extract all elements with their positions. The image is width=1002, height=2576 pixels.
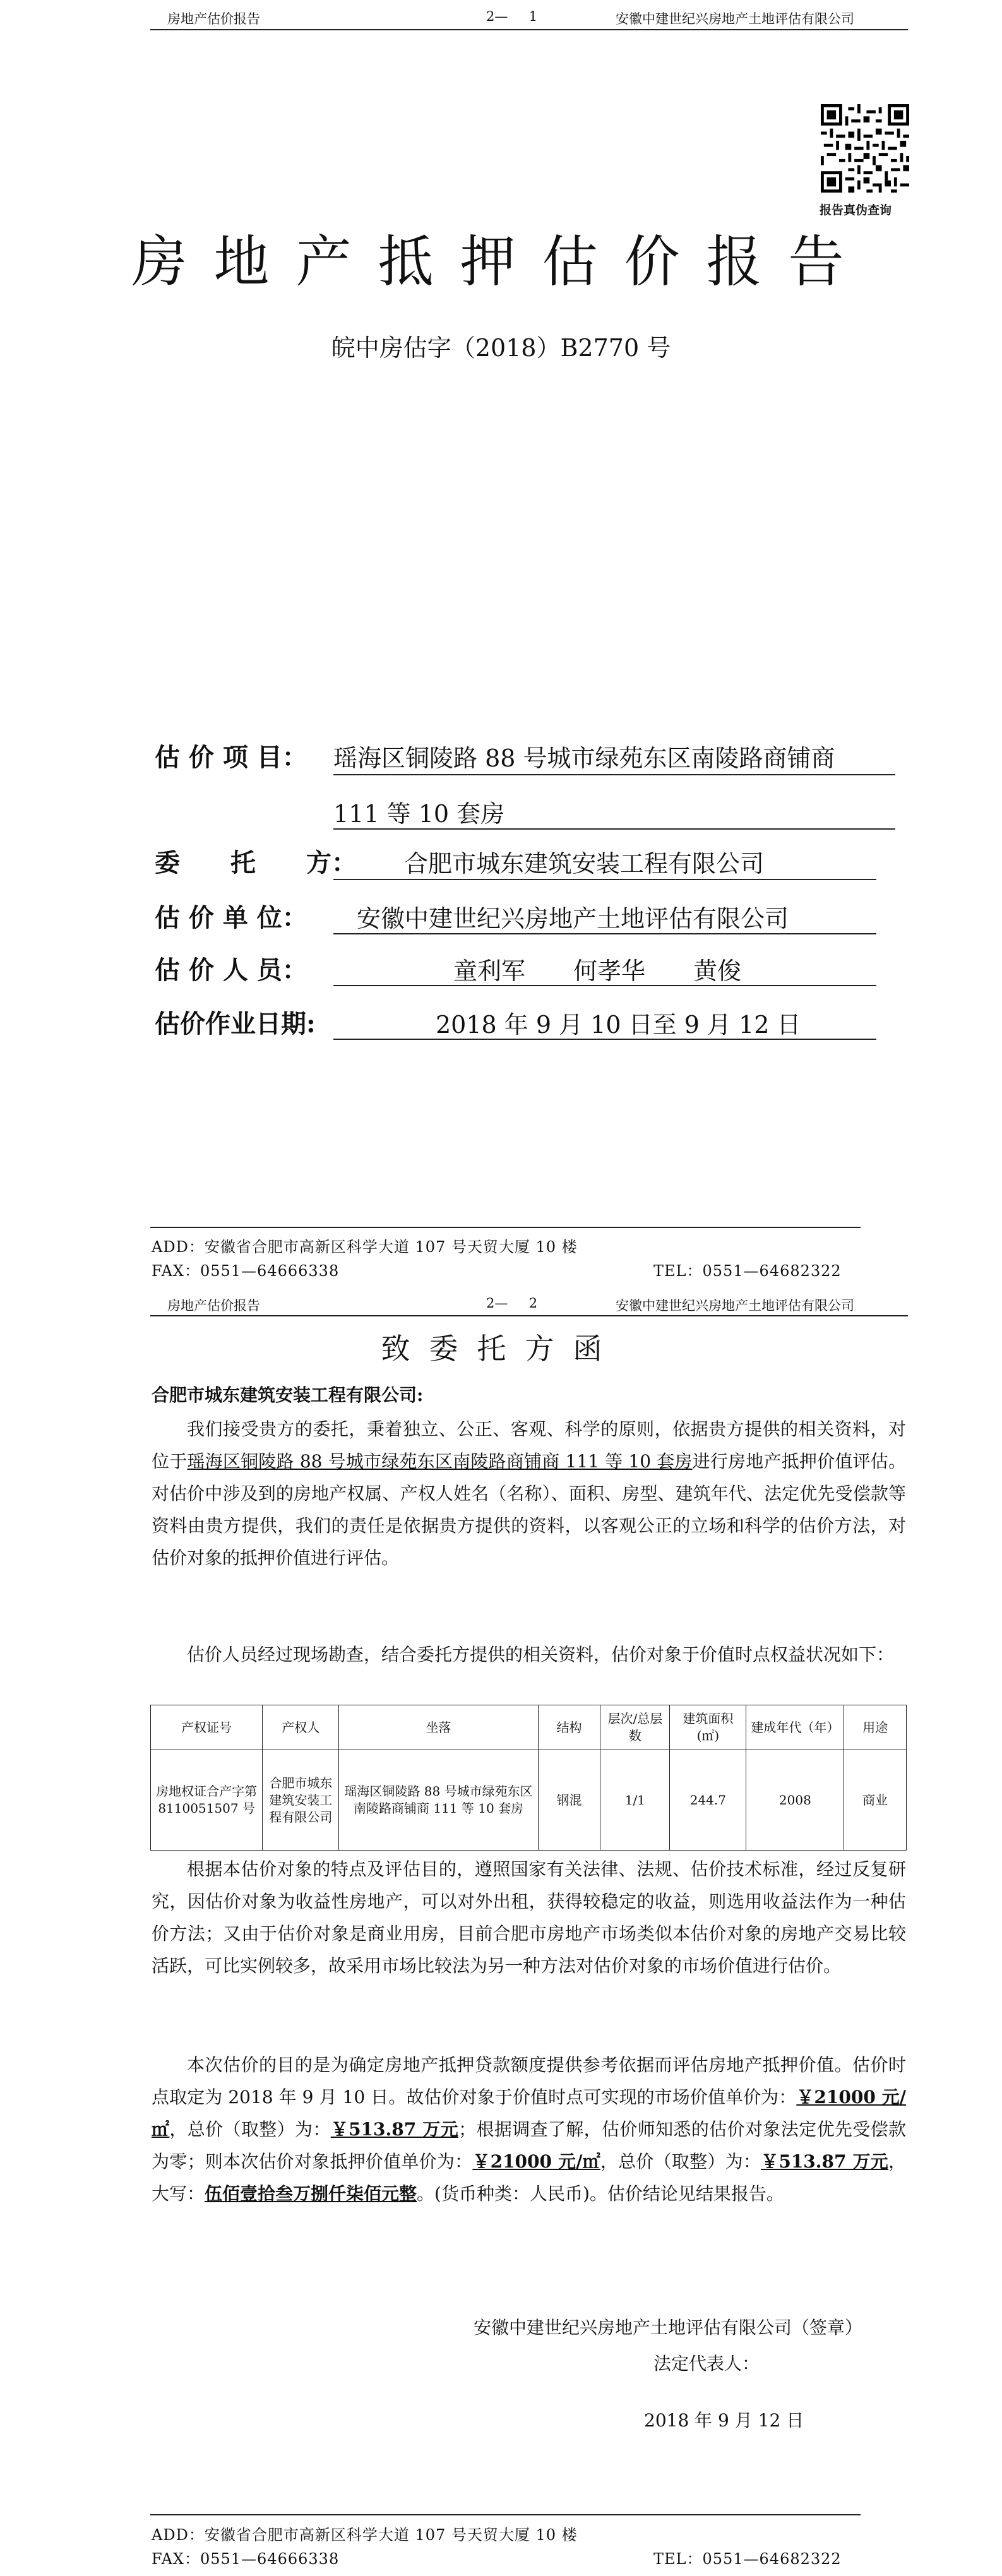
unit-value: 安徽中建世纪兴房地产土地评估有限公司 bbox=[357, 905, 789, 933]
letter-addressee: 合肥市城东建筑安装工程有限公司: bbox=[152, 1385, 424, 1405]
page2-footer-fax: FAX：0551—64666338 bbox=[152, 2550, 340, 2568]
para2-text: 估价人员经过现场勘查，结合委托方提供的相关资料，估价对象于价值时点权益状况如下： bbox=[187, 1644, 895, 1665]
para1-intro: 我们接受贵方的委托，秉着独立、公正、客观、科学的原则，依据贵方提供的相关资料，对位于 bbox=[152, 1419, 906, 1472]
unit-label: 估 价 单 位： bbox=[155, 903, 307, 933]
report-title: 房地产抵押估价报告 bbox=[131, 229, 871, 294]
letter-para-2 bbox=[152, 1638, 906, 1671]
persons-label: 估 价 人 员： bbox=[155, 955, 307, 985]
persons-underline bbox=[333, 985, 876, 986]
page2-footer-address: ADD：安徽省合肥市高新区科学大道 107 号天贸大厦 10 楼 bbox=[152, 2526, 578, 2544]
table-header-row bbox=[151, 1705, 907, 1750]
letter-para-3 bbox=[152, 1853, 906, 1982]
page2-footer-tel: TEL：0551—64682322 bbox=[653, 2550, 842, 2568]
page1-header-rule bbox=[150, 29, 908, 30]
para4-text-2: ，总价（取整）为： bbox=[169, 2119, 331, 2140]
table-header: 结构 bbox=[538, 1705, 600, 1750]
table-cell: 商业 bbox=[844, 1750, 907, 1851]
para4-text-3: ；根据调查了解，估价师知悉的估价对象法定优先受偿款为零；则本次估价对象抵押价值单价为： bbox=[152, 2119, 906, 2172]
table-cell: 2008 bbox=[746, 1750, 844, 1851]
page1-footer-fax: FAX：0551—64666338 bbox=[152, 1262, 340, 1280]
table-header: 坐落 bbox=[339, 1705, 538, 1750]
page2-header-rule bbox=[150, 1315, 908, 1316]
table-header: 层次/总层数 bbox=[600, 1705, 670, 1750]
letter-para-4 bbox=[152, 2049, 906, 2210]
persons-row bbox=[155, 950, 307, 986]
table-header: 用途 bbox=[844, 1705, 907, 1750]
page1-header-left: 房地产估价报告 bbox=[167, 11, 260, 27]
signature-representative: 法定代表人： bbox=[653, 2353, 760, 2374]
client-underline bbox=[333, 879, 876, 880]
para4-text-1: 本次估价的目的是为确定房地产抵押贷款额度提供参考依据而评估房地产抵押价值。估价时点取定为 2018 年 9 月 10 日。故估价对象于价值时点可实现的市场价值单价为： bbox=[152, 2054, 906, 2108]
table-header: 产权人 bbox=[263, 1705, 339, 1750]
market-unit-price: ￥21000 元/㎡ bbox=[152, 2087, 907, 2140]
page2-header-page: 2— 2 bbox=[486, 1296, 538, 1311]
table-cell: 瑶海区铜陵路 88 号城市绿苑东区南陵路商铺商 111 等 10 套房 bbox=[339, 1750, 538, 1851]
property-info-table bbox=[150, 1705, 907, 1851]
client-row bbox=[155, 843, 357, 879]
unit-row bbox=[155, 898, 307, 934]
table-header: 建成年代（年） bbox=[746, 1705, 844, 1750]
signature-date: 2018 年 9 月 12 日 bbox=[644, 2410, 804, 2431]
para3-text: 根据本估价对象的特点及评估目的，遵照国家有关法律、法规、估价技术标准，经过反复研究，因估价对象为收益性房地产，可以对外出租，获得较稳定的收益，则选用收益法作为一种估价方法；又由于估价对象是商业用房，目前合肥市房地产市场类似本估价对象的房地产交易比较活跃，可比实例较多，故采用市场比较法为另一种方法对估价对象的市场价值进行估价。 bbox=[152, 1859, 906, 1976]
unit-underline bbox=[333, 933, 876, 934]
date-row bbox=[155, 1004, 316, 1040]
table-header: 建筑面积(㎡) bbox=[670, 1705, 746, 1750]
page2-header-left: 房地产估价报告 bbox=[167, 1298, 260, 1313]
date-value: 2018 年 9 月 10 日至 9 月 12 日 bbox=[436, 1011, 801, 1039]
table-row bbox=[151, 1750, 907, 1851]
table-header: 产权证号 bbox=[151, 1705, 263, 1750]
mortgage-unit-price: ￥21000 元/㎡ bbox=[472, 2151, 600, 2172]
page1-footer-tel: TEL：0551—64682322 bbox=[653, 1262, 842, 1280]
project-label: 估 价 项 目： bbox=[155, 742, 307, 772]
letter-title: 致委托方函 bbox=[381, 1332, 621, 1366]
qr-code-icon[interactable] bbox=[821, 104, 909, 193]
para4-text-4: ，总价（取整）为： bbox=[600, 2151, 761, 2172]
para1-rest: 进行房地产抵押价值评估。对估价中涉及到的房地产权属、产权人姓名（名称）、面积、房型、建筑年代、法定优先受偿款等资料由贵方提供，我们的责任是依据贵方提供的资料，以客观公正的立场和科学的估价方法，对估价对象的抵押价值进行评估。 bbox=[152, 1451, 906, 1568]
page1-header-right: 安徽中建世纪兴房地产土地评估有限公司 bbox=[616, 11, 854, 27]
para4-text-6: 。(货币种类：人民币)。估价结论见结果报告。 bbox=[417, 2183, 784, 2204]
letter-para-1 bbox=[152, 1413, 906, 1574]
table-cell: 244.7 bbox=[670, 1750, 746, 1851]
page1-footer-address: ADD：安徽省合肥市高新区科学大道 107 号天贸大厦 10 楼 bbox=[152, 1238, 578, 1256]
project-underline-1 bbox=[333, 774, 895, 775]
page1-footer-rule bbox=[150, 1227, 861, 1228]
document-number: 皖中房估字（2018）B2770 号 bbox=[331, 334, 671, 362]
client-value: 合肥市城东建筑安装工程有限公司 bbox=[404, 850, 765, 878]
project-value-line1: 瑶海区铜陵路 88 号城市绿苑东区南陵路商铺商 bbox=[333, 744, 835, 772]
project-value-line2: 111 等 10 套房 bbox=[333, 800, 505, 828]
mortgage-total-price: ￥513.87 万元 bbox=[761, 2151, 888, 2172]
table-cell: 房地权证合产字第 8110051507 号 bbox=[151, 1750, 263, 1851]
date-underline bbox=[333, 1039, 876, 1040]
page2-footer-rule bbox=[150, 2514, 861, 2515]
table-cell: 1/1 bbox=[600, 1750, 670, 1851]
date-label: 估价作业日期: bbox=[155, 1009, 316, 1039]
page1-header-page: 2— 1 bbox=[486, 9, 538, 24]
project-row bbox=[155, 737, 307, 773]
persons-value: 童利军 何孝华 黄俊 bbox=[453, 957, 742, 985]
client-label: 委 托 方： bbox=[155, 848, 357, 878]
total-price-in-words: 伍佰壹拾叁万捌仟柒佰元整 bbox=[205, 2183, 417, 2204]
table-cell: 钢混 bbox=[538, 1750, 600, 1851]
table-cell: 合肥市城东建筑安装工程有限公司 bbox=[263, 1750, 339, 1851]
para1-property-address: 瑶海区铜陵路 88 号城市绿苑东区南陵路商铺商 111 等 10 套房 bbox=[187, 1451, 693, 1472]
signature-company: 安徽中建世纪兴房地产土地评估有限公司（签章） bbox=[474, 2317, 863, 2338]
qr-caption: 报告真伪查询 bbox=[820, 203, 892, 217]
para4-text-5: ，大写： bbox=[152, 2151, 906, 2204]
project-underline-2 bbox=[333, 828, 895, 830]
page2-header-right: 安徽中建世纪兴房地产土地评估有限公司 bbox=[616, 1298, 854, 1313]
market-total-price: ￥513.87 万元 bbox=[330, 2119, 459, 2140]
